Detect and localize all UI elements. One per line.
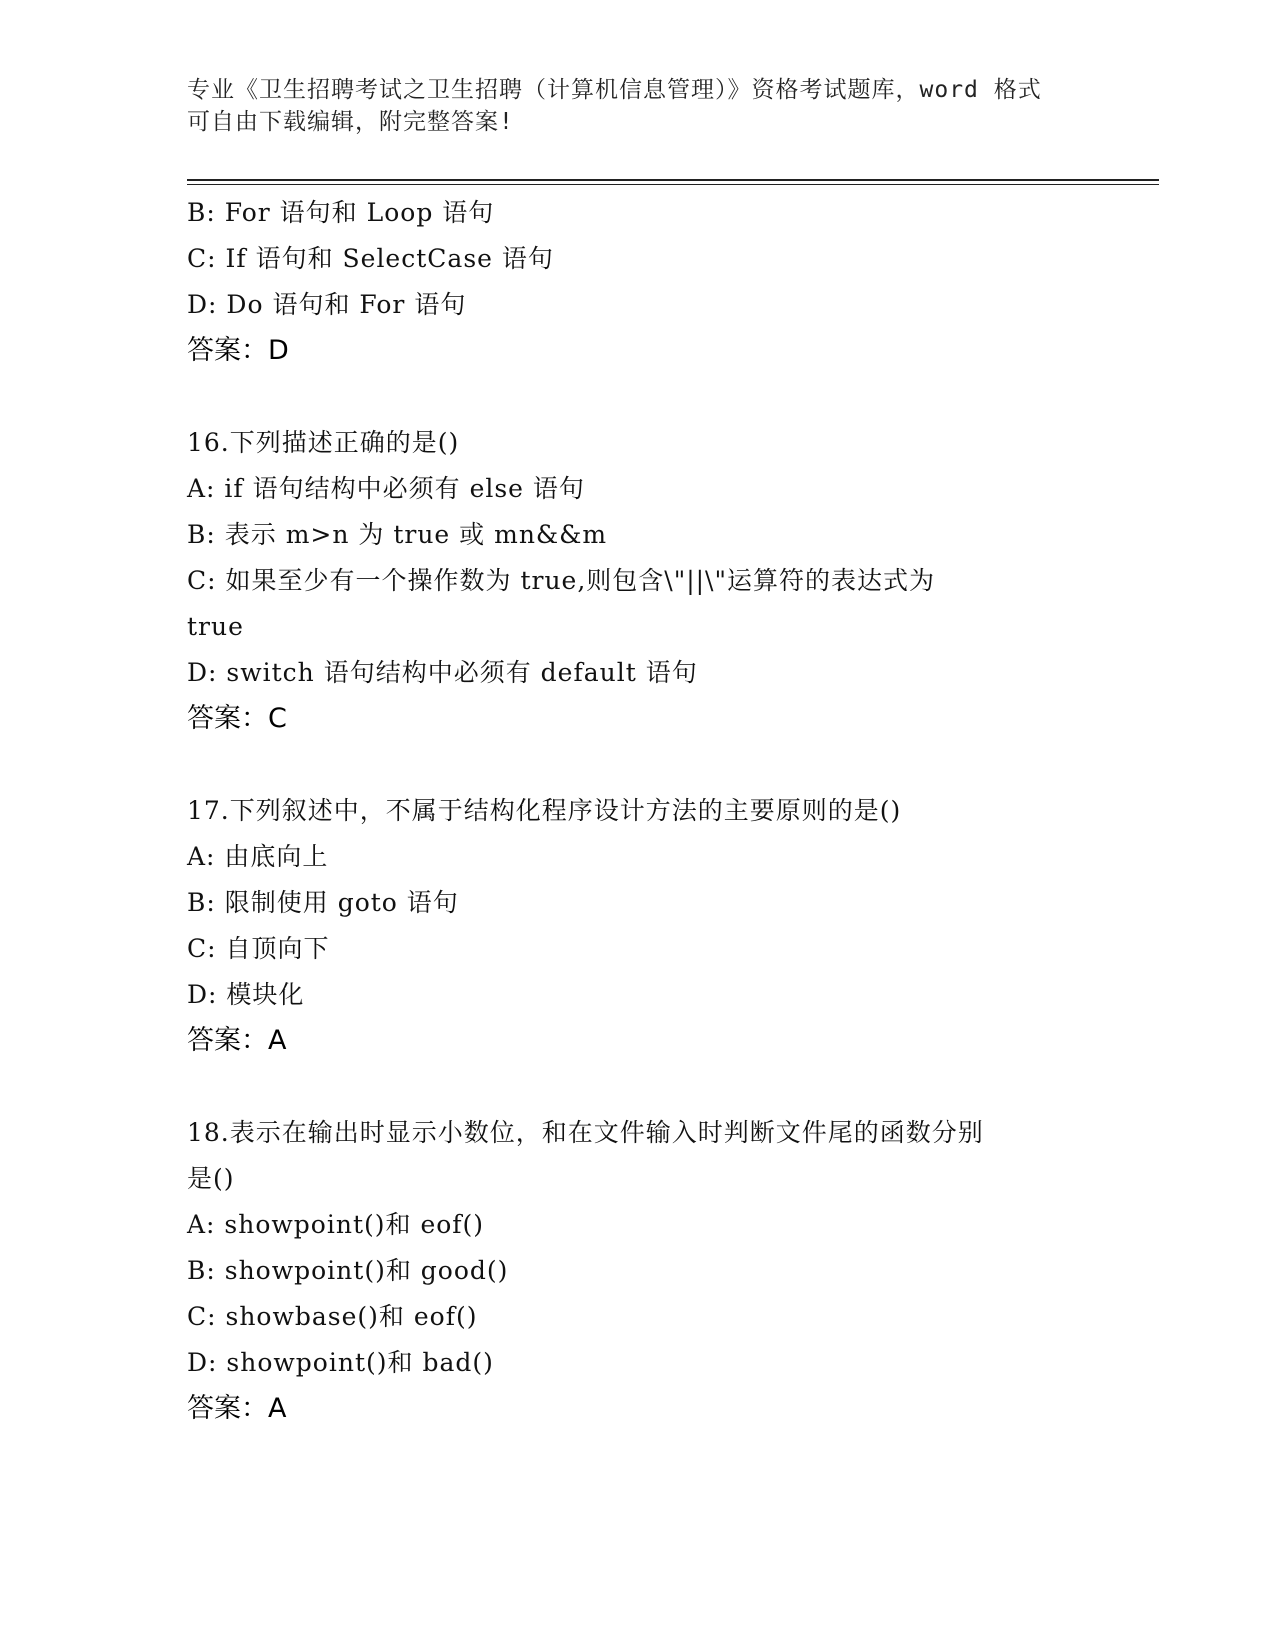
option-c: C: 自顶向下	[187, 934, 330, 963]
answer: 答案：A	[187, 1025, 287, 1056]
option-d: D: switch 语句结构中必须有 default 语句	[187, 658, 698, 687]
question-list	[187, 190, 1107, 1432]
question-stem: 17.下列叙述中，不属于结构化程序设计方法的主要原则的是()	[187, 796, 902, 825]
answer: 答案：D	[187, 335, 289, 366]
header-line-2: 可自由下载编辑，附完整答案!	[187, 109, 514, 135]
option-d: D: showpoint()和 bad()	[187, 1348, 494, 1377]
option-a: A: showpoint()和 eof()	[187, 1210, 485, 1239]
option-d: D: Do 语句和 For 语句	[187, 290, 467, 319]
question-15	[187, 190, 1107, 374]
question-16	[187, 420, 1107, 742]
spacer	[187, 1064, 1107, 1110]
option-c: C: showbase()和 eof()	[187, 1302, 478, 1331]
question-18	[187, 1110, 1107, 1432]
header-divider	[187, 179, 1159, 181]
option-a: A: 由底向上	[187, 842, 329, 871]
option-c: C: If 语句和 SelectCase 语句	[187, 244, 554, 273]
header-line-1: 专业《卫生招聘考试之卫生招聘（计算机信息管理）》资格考试题库，word 格式	[187, 77, 1042, 103]
option-d: D: 模块化	[187, 980, 305, 1009]
option-c: C: 如果至少有一个操作数为 true,则包含\"||\"运算符的表达式为	[187, 566, 935, 595]
option-b: B: 限制使用 goto 语句	[187, 888, 459, 917]
spacer	[187, 374, 1107, 420]
answer: 答案：C	[187, 703, 287, 734]
question-stem-continuation: 是()	[187, 1164, 235, 1193]
header-divider-thin	[187, 184, 1159, 185]
answer: 答案：A	[187, 1393, 287, 1424]
option-b: B: showpoint()和 good()	[187, 1256, 509, 1285]
document-header	[187, 74, 1087, 138]
question-stem: 18.表示在输出时显示小数位，和在文件输入时判断文件尾的函数分别	[187, 1118, 984, 1147]
option-c-continuation: true	[187, 612, 244, 641]
spacer	[187, 742, 1107, 788]
question-17	[187, 788, 1107, 1064]
option-b: B: 表示 m>n 为 true 或 mn&&m	[187, 520, 608, 549]
option-a: A: if 语句结构中必须有 else 语句	[187, 474, 585, 503]
option-b: B: For 语句和 Loop 语句	[187, 198, 495, 227]
question-stem: 16.下列描述正确的是()	[187, 428, 460, 457]
